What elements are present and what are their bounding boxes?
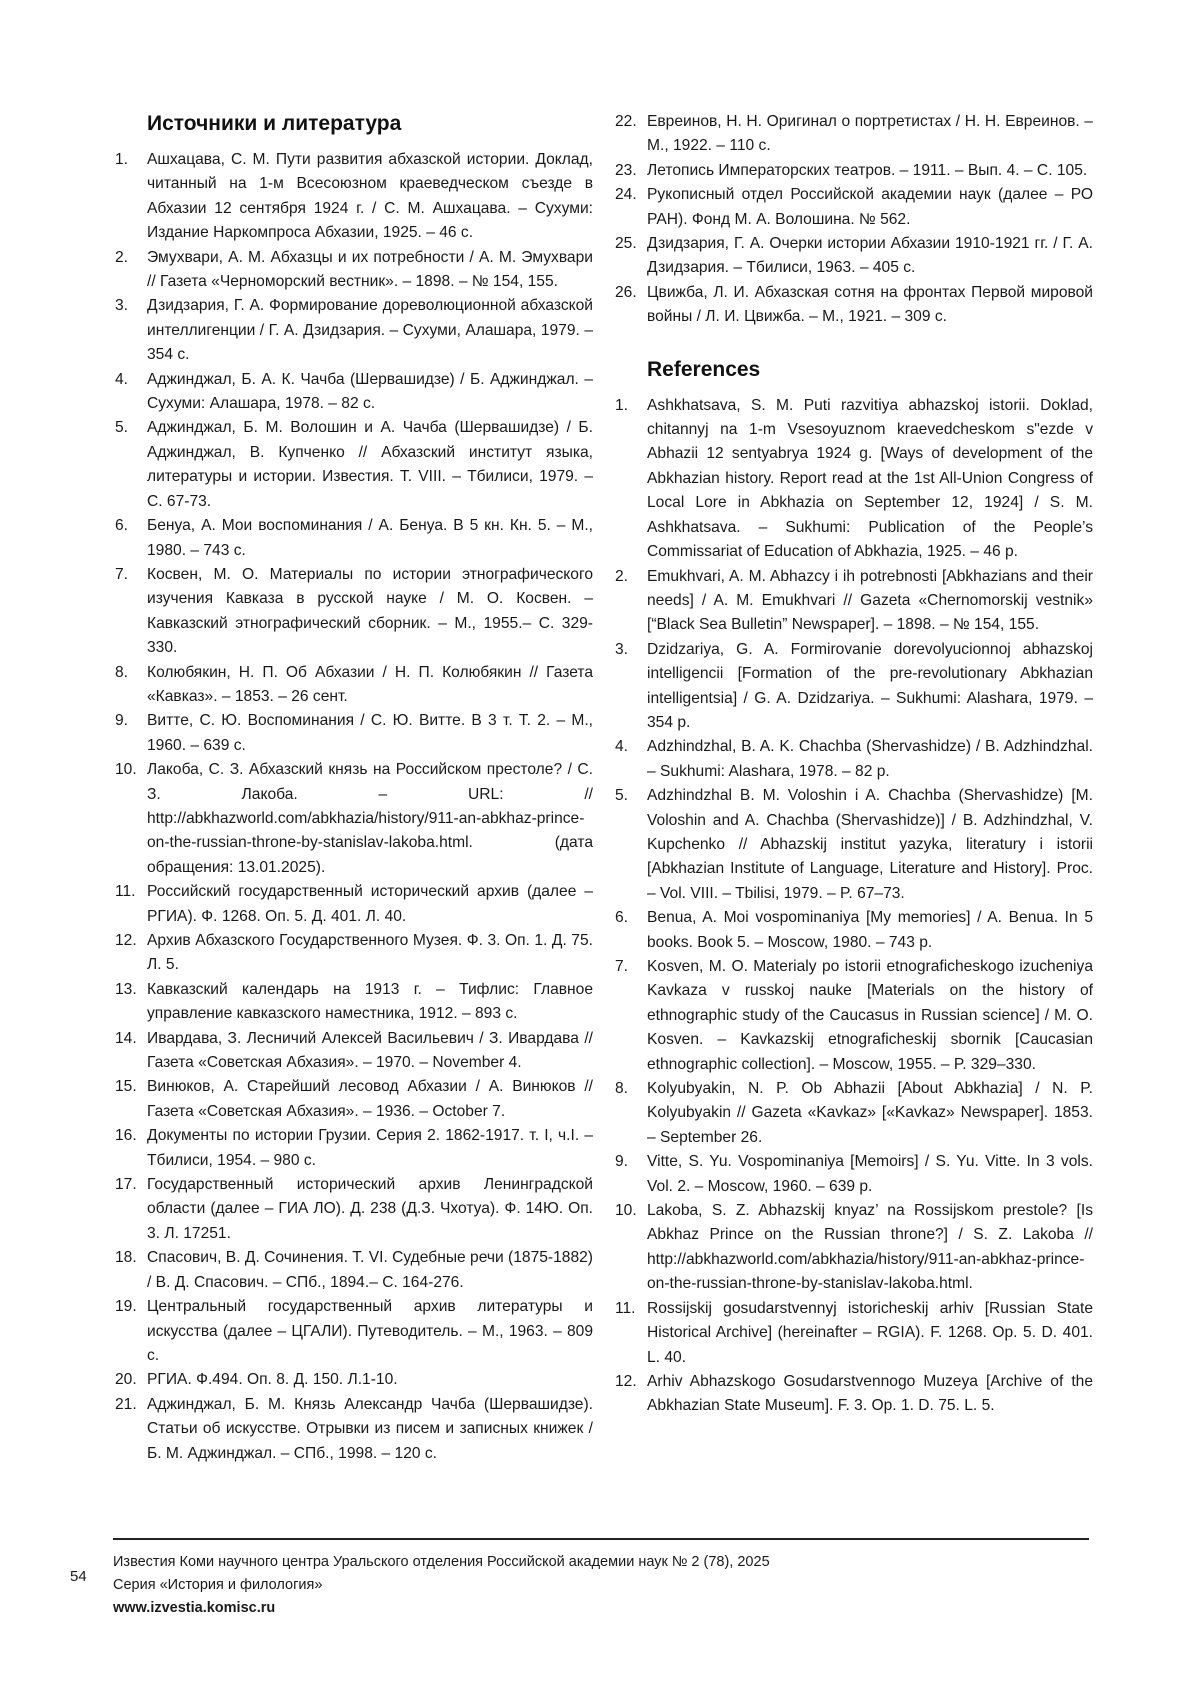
reference-number: 9. [615,1150,628,1174]
reference-number: 9. [115,709,128,733]
reference-text: Lakoba, S. Z. Abhazskij knyaz’ na Rossijskom prestole? [Is Abkhaz Prince on the Russian throne?] / S. Z. Lakoba // http://abkhazworld.com/abkhazia/history/911-an-abkhaz-prince-on-the-russian-throne-by-stanislav-lakoba.html. [647,1202,1093,1292]
reference-text: Adzhindzhal B. M. Voloshin i A. Chachba (Shervashidze) [M. Voloshin and A. Chachba (Shervashidze)] / B. Adzhindzhal, V. Kupchenko // Abhazskij institut yazyka, literatury i istorii [Abkhazian Institute of Language, Literature and History]. Proc. – Vol. VIII. – Tbilisi, 1979. – P. 67–73. [647,787,1093,902]
reference-item [615,955,1093,1077]
reference-item [115,1393,593,1466]
reference-item [615,735,1093,784]
reference-text: Колюбякин, Н. П. Об Абхазии / Н. П. Колюбякин // Газета «Кавказ». – 1853. – 26 сент. [147,664,593,705]
reference-text: Дзидзария, Г. А. Очерки истории Абхазии 1910-1921 гг. / Г. А. Дзидзария. – Тбилиси, 1963. – 405 с. [647,235,1093,276]
reference-text: Винюков, А. Старейший лесовод Абхазии / А. Винюков // Газета «Советская Абхазия». – 1936. – October 7. [147,1078,593,1119]
right-column [615,110,1093,1419]
reference-number: 25. [615,232,637,256]
reference-text: Emukhvari, A. M. Abhazcy i ih potrebnosti [Abkhazians and their needs] / A. M. Emukhvari // Gazeta «Chernomorskij vestnik» [“Black Sea Bulletin” Newspaper]. – 1898. – № 154, 155. [647,568,1093,634]
reference-number: 16. [115,1124,137,1148]
reference-item [615,110,1093,159]
reference-number: 6. [115,514,128,538]
reference-number: 5. [615,784,628,808]
reference-item [115,514,593,563]
reference-number: 2. [115,246,128,270]
reference-number: 4. [115,368,128,392]
reference-text: Российский государственный исторический архив (далее – РГИА). Ф. 1268. Оп. 5. Д. 401. Л. 40. [147,883,593,924]
reference-number: 14. [115,1027,137,1051]
reference-number: 8. [615,1077,628,1101]
reference-item [115,416,593,514]
reference-number: 8. [115,661,128,685]
reference-number: 10. [615,1199,637,1223]
reference-text: Ashkhatsava, S. M. Puti razvitiya abhazskoj istorii. Doklad, chitannyj na 1-m Vsesoyuznom kraevedcheskom s"ezde v Abhazii 12 sentyabrya 1924 g. [Ways of development of the Abkhazian history. Report read at the 1st All-Union Congress of Local Lore in Abkhazia on September 12, 1924] / S. M. Ashkhatsava. – Sukhumi: Publication of the People’s Commissariat of Education of Abkhazia, 1925. – 46 p. [647,397,1093,560]
reference-number: 11. [615,1297,636,1321]
reference-text: Аджинджал, Б. М. Князь Александр Чачба (Шервашидзе). Статьи об искусстве. Отрывки из писем и записных книжек / Б. М. Аджинджал. – СПб., 1998. – 120 с. [147,1396,593,1462]
reference-number: 13. [115,978,137,1002]
reference-item [615,1370,1093,1419]
reference-number: 3. [115,294,128,318]
reference-text: Дзидзария, Г. А. Формирование дореволюционной абхазской интеллигенции / Г. А. Дзидзария. – Сухуми, Алашара, 1979. – 354 с. [147,297,593,363]
reference-item [115,246,593,295]
reference-number: 7. [115,563,128,587]
reference-text: Adzhindzhal, B. A. K. Chachba (Shervashidze) / B. Adzhindzhal. – Sukhumi: Alashara, 1978. – 82 p. [647,738,1093,779]
reference-number: 18. [115,1246,137,1270]
reference-item [615,1297,1093,1370]
reference-number: 2. [615,565,628,589]
reference-text: Benua, A. Moi vospominaniya [My memories] / A. Benua. In 5 books. Book 5. – Moscow, 1980. – 743 p. [647,909,1093,950]
reference-number: 22. [615,110,637,134]
reference-text: Архив Абхазского Государственного Музея. Ф. 3. Оп. 1. Д. 75. Л. 5. [147,932,593,973]
reference-number: 12. [615,1370,637,1394]
reference-item [615,159,1093,183]
reference-item [615,1077,1093,1150]
reference-item [115,661,593,710]
journal-series: Серия «История и филология» [113,1574,770,1597]
reference-text: Rossijskij gosudarstvennyj istoricheskij arhiv [Russian State Historical Archive] (hereinafter – RGIA). F. 1268. Op. 5. D. 401. L. 40. [647,1300,1093,1366]
reference-item [115,880,593,929]
reference-item [115,148,593,246]
reference-number: 11. [115,880,136,904]
reference-number: 21. [115,1393,137,1417]
journal-title: Известия Коми научного центра Уральского отделения Российской академии наук № 2 (78), 2025 [113,1551,770,1574]
journal-url-link[interactable]: www.izvestia.komisc.ru [113,1597,770,1620]
reference-item [115,758,593,880]
reference-item [115,978,593,1027]
reference-item [615,1150,1093,1199]
reference-item [115,294,593,367]
reference-number: 19. [115,1295,137,1319]
left-column [115,110,593,1466]
reference-text: Kolyubyakin, N. P. Ob Abhazii [About Abkhazia] / N. P. Kolyubyakin // Gazeta «Kavkaz» [«Kavkaz» Newspaper]. 1853. – September 26. [647,1080,1093,1146]
reference-item [615,906,1093,955]
reference-item [615,394,1093,565]
reference-text: Ивардава, З. Лесничий Алексей Васильевич / З. Ивардава // Газета «Советская Абхазия». – 1970. – November 4. [147,1030,593,1071]
reference-item [615,784,1093,906]
reference-text: Евреинов, Н. Н. Оригинал о портретистах / Н. Н. Евреинов. – М., 1922. – 110 с. [647,113,1093,154]
footer-divider [113,1538,1089,1540]
reference-item [615,183,1093,232]
reference-text: Витте, С. Ю. Воспоминания / С. Ю. Витте. В 3 т. Т. 2. – М., 1960. – 639 с. [147,712,593,753]
references-list [615,394,1093,1419]
reference-text: Косвен, М. О. Материалы по истории этнографического изучения Кавказа в русской науке / М. О. Косвен. – Кавказский этнографический сборник. – М., 1955.– С. 329-330. [147,566,593,656]
reference-text: Кавказский календарь на 1913 г. – Тифлис: Главное управление кавказского наместника, 1912. – 893 с. [147,981,593,1022]
reference-number: 4. [615,735,628,759]
sources-list [115,148,593,1466]
sources-heading: Источники и литература [115,110,593,138]
reference-number: 15. [115,1075,137,1099]
reference-item [115,1075,593,1124]
reference-item [115,1027,593,1076]
reference-item [615,281,1093,330]
reference-item [115,1173,593,1246]
reference-item [115,929,593,978]
reference-text: Arhiv Abhazskogo Gosudarstvennogo Muzeya [Archive of the Abkhazian State Museum]. F. 3. Op. 1. D. 75. L. 5. [647,1373,1093,1414]
reference-text: Бенуа, А. Мои воспоминания / А. Бенуа. В 5 кн. Кн. 5. – М., 1980. – 743 с. [147,517,593,558]
reference-number: 6. [615,906,628,930]
reference-text: Эмухвари, А. М. Абхазцы и их потребности / А. М. Эмухвари // Газета «Черноморский вестник». – 1898. – № 154, 155. [147,249,593,290]
reference-number: 26. [615,281,637,305]
reference-number: 1. [615,394,628,418]
reference-number: 1. [115,148,128,172]
reference-item [115,1246,593,1295]
reference-number: 23. [615,159,637,183]
reference-item [615,565,1093,638]
reference-text: Государственный исторический архив Ленинградской области (далее – ГИА ЛО). Д. 238 (Д.З. Чхотуа). Ф. 14Ю. Оп. 3. Л. 17251. [147,1176,593,1242]
reference-item [115,1295,593,1368]
reference-text: Летопись Императорских театров. – 1911. – Вып. 4. – С. 105. [647,162,1087,179]
reference-text: Цвижба, Л. И. Абхазская сотня на фронтах Первой мировой войны / Л. И. Цвижба. – М., 1921. – 309 с. [647,284,1093,325]
reference-item [615,232,1093,281]
reference-item [115,709,593,758]
reference-text: РГИА. Ф.494. Оп. 8. Д. 150. Л.1-10. [147,1371,398,1388]
page-number: 54 [70,1568,87,1585]
reference-text: Лакоба, С. З. Абхазский князь на Российском престоле? / С. З. Лакоба. – URL: // http://abkhazworld.com/abkhazia/history/911-an-abkhaz-prince-on-the-russian-throne-by-stanislav-lakoba.html. (дата обращения: 13.01.2025). [147,761,593,876]
reference-item [115,368,593,417]
reference-text: Центральный государственный архив литературы и искусства (далее – ЦГАЛИ). Путеводитель. – М., 1963. – 809 с. [147,1298,593,1364]
reference-number: 5. [115,416,128,440]
reference-number: 17. [115,1173,137,1197]
reference-text: Спасович, В. Д. Сочинения. Т. VI. Судебные речи (1875-1882) / В. Д. Спасович. – СПб., 1894.– С. 164-276. [147,1249,593,1290]
reference-item [615,638,1093,736]
reference-text: Vitte, S. Yu. Vospominaniya [Memoirs] / S. Yu. Vitte. In 3 vols. Vol. 2. – Moscow, 1960. – 639 p. [647,1153,1093,1194]
reference-text: Ашхацава, С. М. Пути развития абхазской истории. Доклад, читанный на 1-м Всесоюзном краеведческом съезде в Абхазии 12 сентября 1924 г. / С. М. Ашхацава. – Сухуми: Издание Наркомпроса Абхазии, 1925. – 46 с. [147,151,593,241]
reference-number: 10. [115,758,137,782]
reference-number: 24. [615,183,637,207]
reference-item [615,1199,1093,1297]
reference-text: Документы по истории Грузии. Серия 2. 1862-1917. т. I, ч.I. – Тбилиси, 1954. – 980 с. [147,1127,593,1168]
reference-text: Dzidzariya, G. A. Formirovanie dorevolyucionnoj abhazskoj intelligencii [Formation of the pre-revolutionary Abkhazian intelligentsia] / G. A. Dzidzariya. – Sukhumi: Alashara, 1979. – 354 p. [647,641,1093,731]
reference-text: Аджинджал, Б. А. К. Чачба (Шервашидзе) / Б. Аджинджал. – Сухуми: Алашара, 1978. – 82 с. [147,371,593,412]
references-heading: References [615,356,1093,384]
reference-number: 3. [615,638,628,662]
reference-number: 12. [115,929,137,953]
sources-list-continued [615,110,1093,330]
reference-item [115,563,593,661]
reference-text: Рукописный отдел Российской академии наук (далее – РО РАН). Фонд М. А. Волошина. № 562. [647,186,1093,227]
reference-text: Kosven, M. O. Materialy po istorii etnograficheskogo izucheniya Kavkaza v russkoj nauke [Materials on the history of ethnographic study of the Caucasus in Russian science] / M. O. Kosven. – Kavkazskij etnograficheskij sbornik [Caucasian ethnographic collection]. – Moscow, 1955. – P. 329–330. [647,958,1093,1073]
footer [113,1551,770,1620]
reference-number: 20. [115,1368,137,1392]
reference-number: 7. [615,955,628,979]
reference-item [115,1124,593,1173]
reference-text: Аджинджал, Б. М. Волошин и А. Чачба (Шервашидзе) / Б. Аджинджал, В. Купченко // Абхазский институт языка, литературы и истории. Известия. Т. VIII. – Тбилиси, 1979. – С. 67-73. [147,419,593,509]
reference-item [115,1368,593,1392]
